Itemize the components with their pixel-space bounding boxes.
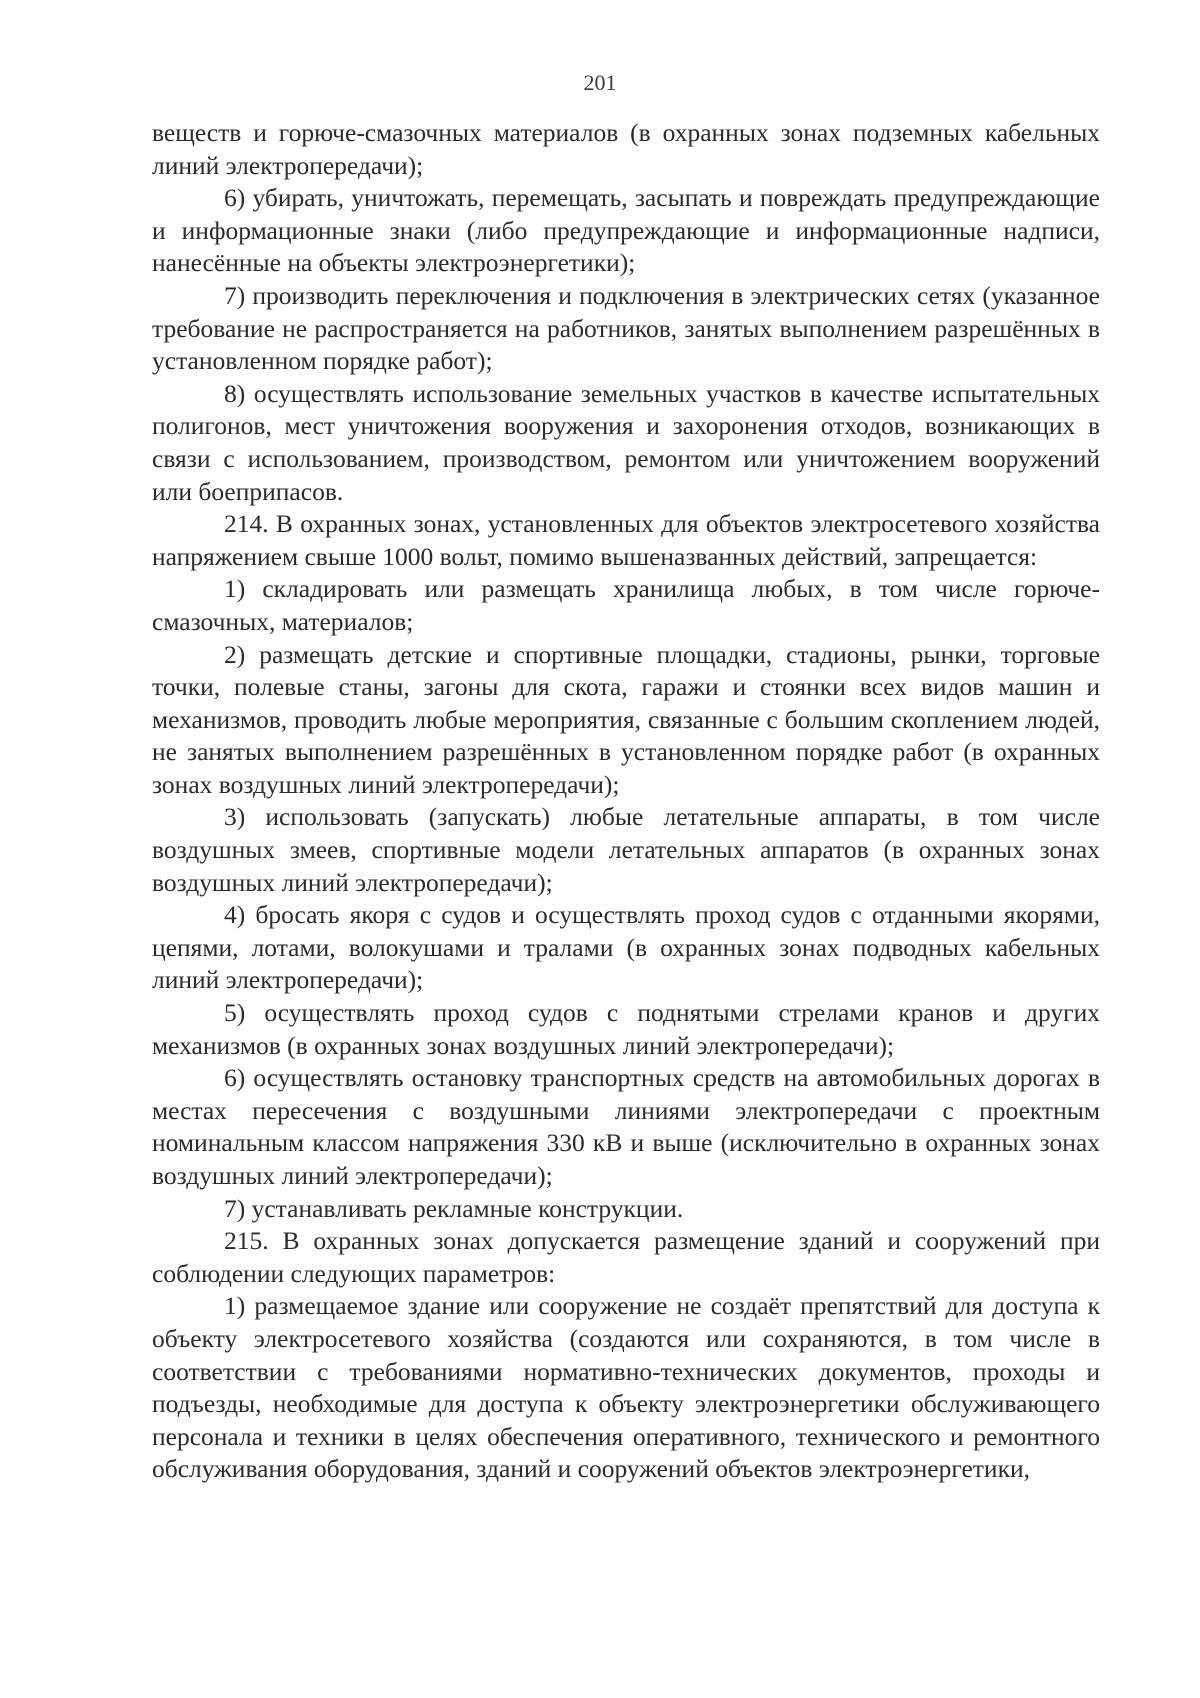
paragraph: 6) осуществлять остановку транспортных средств на автомобильных дорогах в местах пересечения с воздушными линиями электропередачи с проектным номинальным классом напряжения 330 кВ и выше (исключительно в охранных зонах воздушных линий электропередачи); (152, 1063, 1100, 1190)
body-text (152, 117, 1100, 1486)
paragraph: 214. В охранных зонах, установленных для объектов электросетевого хозяйства напряжением свыше 1000 вольт, помимо вышеназванных действий, запрещается: (152, 509, 1100, 571)
paragraph: 215. В охранных зонах допускается размещение зданий и сооружений при соблюдении следующих параметров: (152, 1226, 1100, 1288)
paragraph: веществ и горюче-смазочных материалов (в охранных зонах подземных кабельных линий электропередачи); (152, 118, 1100, 180)
paragraph: 4) бросать якоря с судов и осуществлять проход судов с отданными якорями, цепями, лотами, волокушами и тралами (в охранных зонах подводных кабельных линий электропередачи); (152, 900, 1100, 995)
page-number: 201 (583, 70, 617, 95)
paragraph: 1) складировать или размещать хранилища любых, в том числе горюче-смазочных, материалов; (152, 574, 1100, 636)
paragraph: 1) размещаемое здание или сооружение не создаёт препятствий для доступа к объекту электросетевого хозяйства (создаются или сохраняются, в том числе в соответствии с требованиями нормативно-технических документов, проходы и подъезды, необходимые для доступа к объекту электроэнергетики обслуживающего персонала и техники в целях обеспечения оперативного, технического и ремонтного обслуживания оборудования, зданий и сооружений объектов электроэнергетики, (152, 1291, 1100, 1484)
paragraph: 7) производить переключения и подключения в электрических сетях (указанное требование не распространяется на работников, занятых выполнением разрешённых в установленном порядке работ); (152, 280, 1100, 376)
paragraph: 8) осуществлять использование земельных участков в качестве испытательных полигонов, мест уничтожения вооружения и захоронения отходов, возникающих в связи с использованием, производством, ремонтом или уничтожением вооружений или боеприпасов. (152, 378, 1100, 506)
paragraph: 7) устанавливать рекламные конструкции. (224, 1193, 684, 1223)
paragraph: 5) осуществлять проход судов с поднятыми стрелами кранов и других механизмов (в охранных зонах воздушных линий электропередачи); (152, 998, 1100, 1060)
paragraph: 6) убирать, уничтожать, перемещать, засыпать и повреждать предупреждающие и информационные знаки (либо предупреждающие и информационные надписи, нанесённые на объекты электроэнергетики); (152, 183, 1100, 278)
paragraph: 2) размещать детские и спортивные площадки, стадионы, рынки, торговые точки, полевые станы, загоны для скота, гаражи и стоянки всех видов машин и механизмов, проводить любые мероприятия, связанные с большим скоплением людей, не занятых выполнением разрешённых в установленном порядке работ (в охранных зонах воздушных линий электропередачи); (152, 639, 1100, 799)
paragraph: 3) использовать (запускать) любые летательные аппараты, в том числе воздушных змеев, спортивные модели летательных аппаратов (в охранных зонах воздушных линий электропередачи); (152, 802, 1100, 897)
